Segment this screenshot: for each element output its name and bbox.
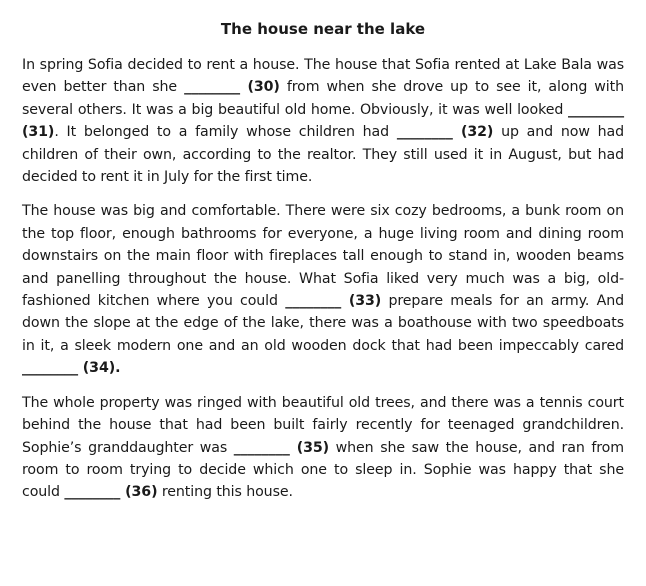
paragraph-text: The house was big and comfortable. There were six cozy bedrooms, a bunk room on the top floor, enough bathrooms for everyone, a huge living room and dining room downstairs on the main floor with fireplaces tall enough to stand in, wooden beams and panelling throughout the house. What Sofia liked very much was a big, old-fashioned kitchen where you could — [22, 203, 624, 310]
document-title: The house near the lake — [220, 20, 426, 38]
gap-blank: ________ — [285, 293, 342, 310]
paragraph-text: renting this house. — [157, 484, 293, 501]
gap-number: (32) — [452, 124, 494, 141]
gap-blank: ________ — [22, 360, 78, 377]
paragraph — [22, 54, 624, 188]
paragraph-text: from when she drove up to see it, along with several others. It was a big beautiful old home. Obviously, it was well looked — [22, 79, 624, 118]
gap-number: (35) — [289, 439, 330, 456]
paragraph-text: . It belonged to a family whose children had — [54, 124, 397, 141]
paragraph-text: prepare meals for an army. And down the slope at the edge of the lake, there was a boathouse with two speedboats in it, a sleek modern one and an old wooden dock that had been impeccably cared — [22, 293, 624, 354]
gap-number: (36) — [120, 484, 158, 501]
gap-number: (30) — [240, 79, 280, 96]
gap-number: (31) — [22, 124, 55, 141]
gap-blank: ________ — [184, 79, 241, 96]
gap-blank: ________ — [233, 439, 290, 456]
gap-blank: ________ — [396, 124, 453, 141]
gap-number: (33) — [341, 293, 382, 310]
paragraph — [22, 200, 624, 379]
document-body — [22, 54, 624, 504]
paragraph-text: up and now had children of their own, according to the realtor. They still used it in August, but had decided to rent it in July for the first time. — [22, 124, 624, 186]
paragraph-text: when she saw the house, and ran from room to room trying to decide which one to sleep in. Sophie was happy that she could — [22, 439, 624, 501]
paragraph — [22, 392, 624, 504]
gap-blank: ________ — [568, 101, 624, 118]
paragraph-text: In spring Sofia decided to rent a house. The house that Sofia rented at Lake Bala was even better than she — [22, 57, 624, 96]
gap-blank: ________ — [64, 484, 121, 501]
paragraph-text: The whole property was ringed with beautiful old trees, and there was a tennis court behind the house that had been built fairly recently for teenaged grandchildren. Sophie’s granddaughter was — [22, 394, 624, 456]
gap-number: (34). — [77, 360, 121, 377]
